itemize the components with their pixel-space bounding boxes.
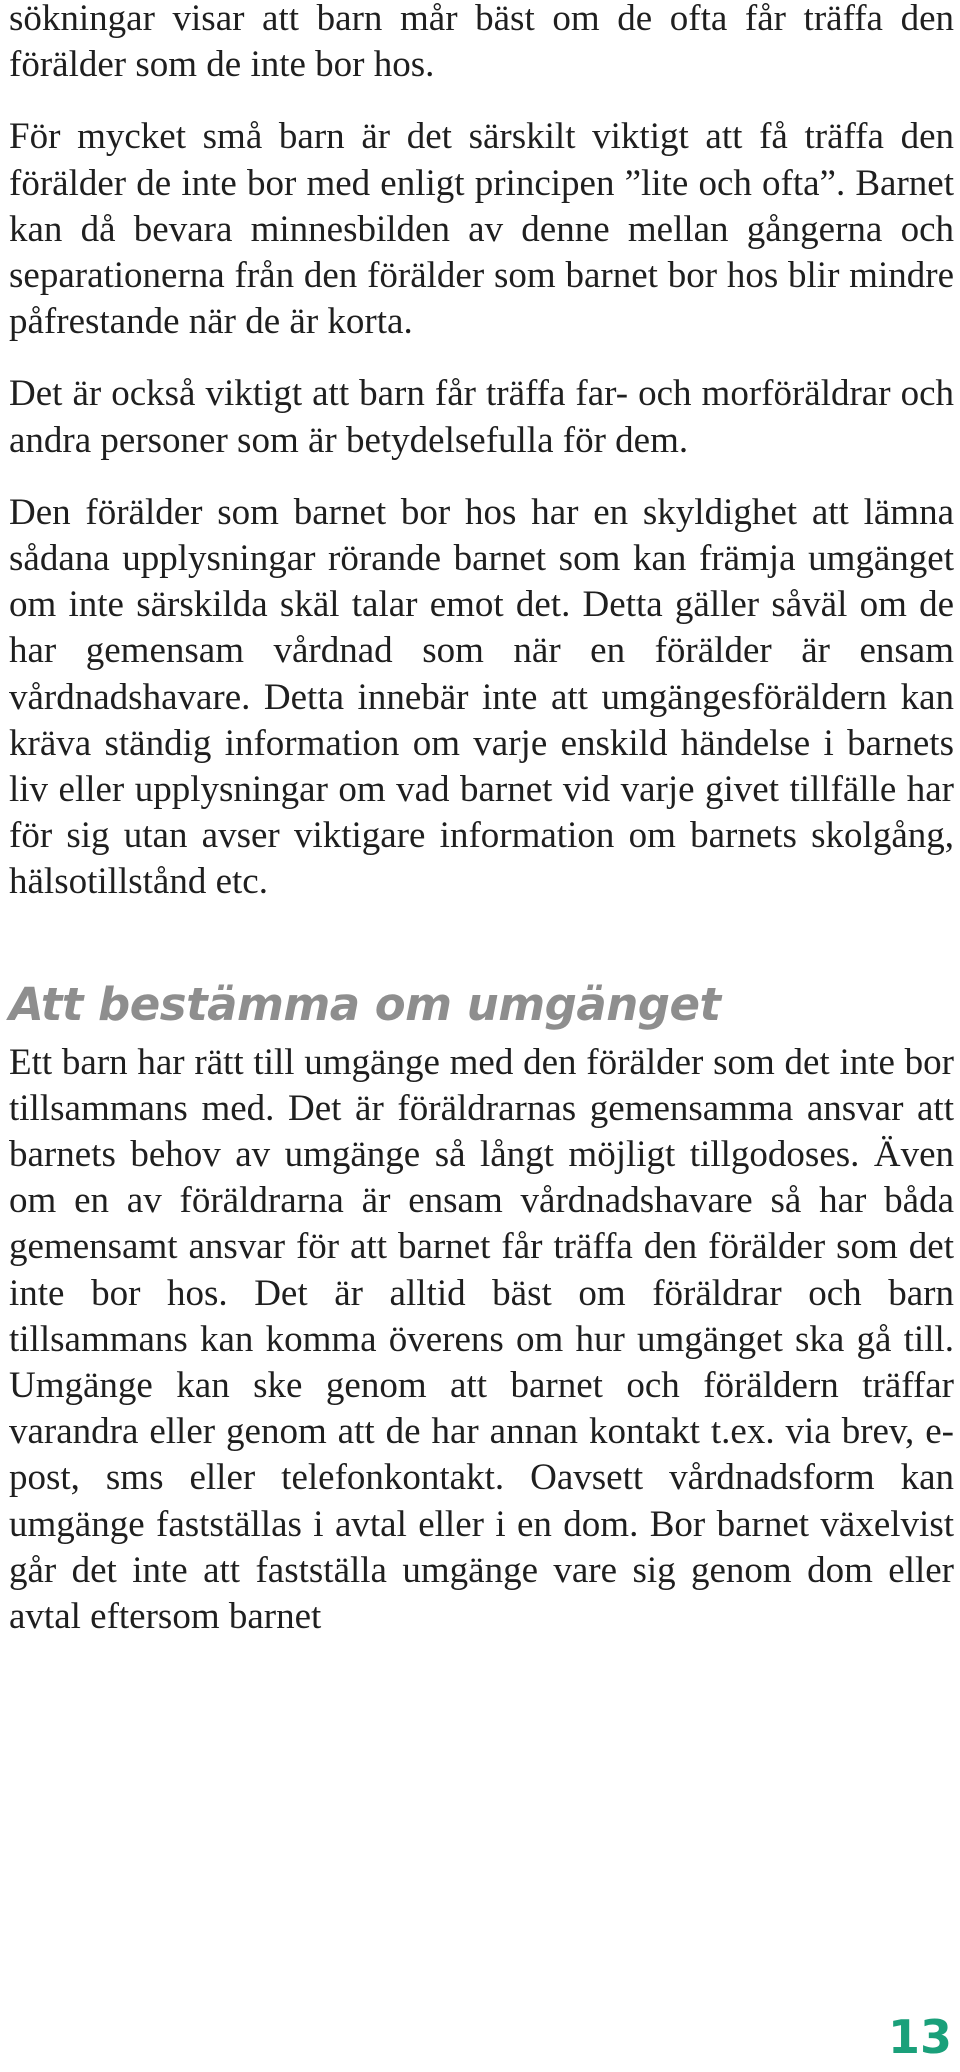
paragraph-1: sökningar visar att barn mår bäst om de ofta får träffa den förälder som de inte bor hos. bbox=[9, 0, 954, 86]
section-heading: Att bestämma om umgänget bbox=[9, 977, 721, 1031]
section-paragraph: Ett barn har rätt till umgänge med den förälder som det inte bor tillsammans med. Det är föräldrarnas gemensamma ansvar att barnets behov av umgänge så långt möjligt tillgodoses. Även om en av föräldrarna är ensam vårdnadshavare så har båda gemensamt ansvar för att barnet får träffa den förälder som det inte bor hos. Det är alltid bäst om föräldrar och barn tillsammans kan komma överens om hur umgänget ska gå till. Umgänge kan ske genom att barnet och föräldern träffar varandra eller genom att de har annan kontakt t.ex. via brev, e-post, sms eller telefonkontakt. Oavsett vårdnadsform kan umgänge fastställas i avtal eller i en dom. Bor barnet växelvist går det inte att fastställa umgänge vare sig genom dom eller avtal eftersom barnet bbox=[9, 1041, 954, 1638]
page-number: 13 bbox=[887, 2010, 952, 2064]
document-page bbox=[9, 0, 954, 1640]
paragraph-3: Det är också viktigt att barn får träffa far- och morföräldrar och andra personer som är betydelsefulla för dem. bbox=[9, 373, 954, 461]
paragraph-2: För mycket små barn är det särskilt viktigt att få träffa den förälder de inte bor med enligt principen ”lite och ofta”. Barnet kan då bevara minnesbilden av denne mellan gångerna och separationerna från den förälder som barnet bor hos blir mindre påfrestande när de är korta. bbox=[9, 116, 954, 343]
paragraph-4: Den förälder som barnet bor hos har en skyldighet att lämna sådana upplysningar rörande barnet som kan främja umgänget om inte särskilda skäl talar emot det. Detta gäller såväl om de har gemensam vårdnad som när en förälder är ensam vårdnadshavare. Detta innebär inte att umgängesföräldern kan kräva ständig information om varje enskild händelse i barnets liv eller upplysningar om vad barnet vid varje givet tillfälle har för sig utan avser viktigare information om barnets skolgång, hälsotillstånd etc. bbox=[9, 491, 954, 903]
